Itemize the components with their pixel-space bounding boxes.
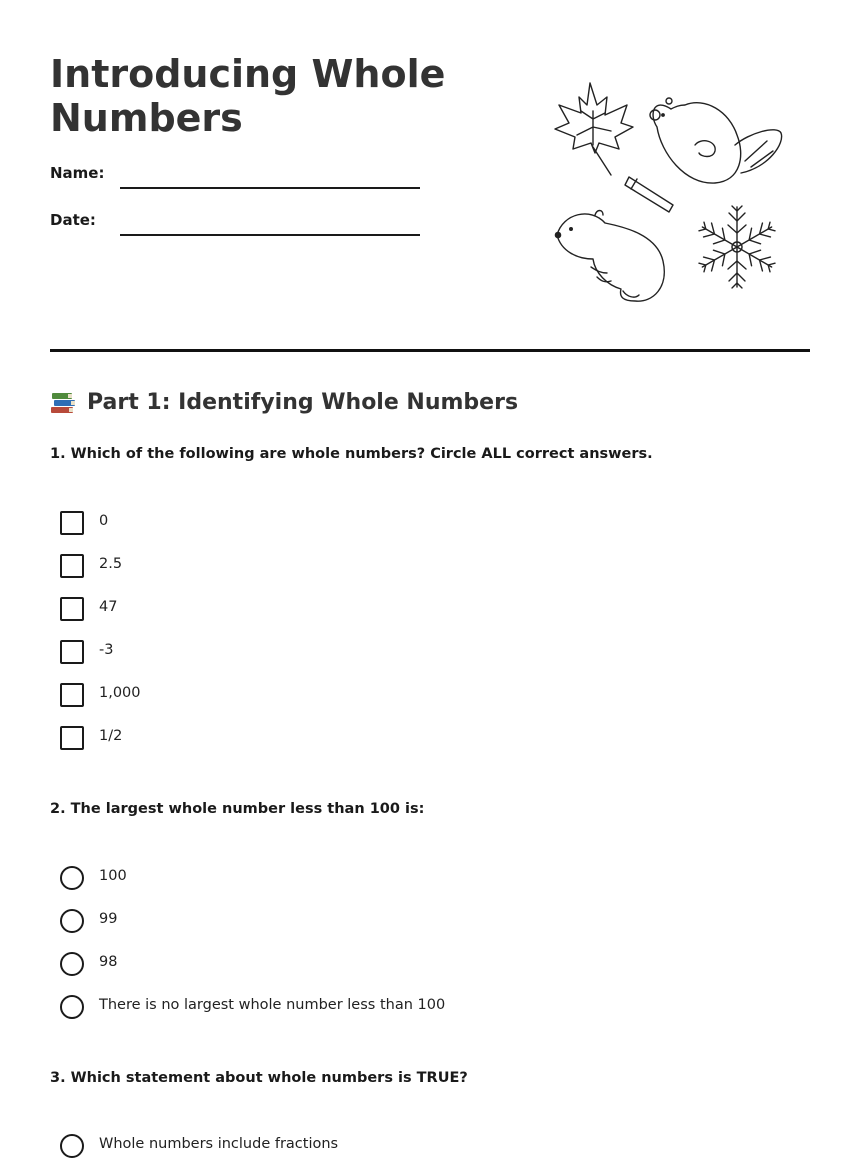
radio-button[interactable] <box>60 866 84 890</box>
beaver-icon <box>650 98 782 183</box>
name-line[interactable] <box>120 187 420 189</box>
answer-option[interactable] <box>60 639 141 682</box>
radio-button[interactable] <box>60 1134 84 1158</box>
header-divider <box>50 349 810 352</box>
snowflake-icon <box>697 206 777 288</box>
option-label: 1/2 <box>99 728 123 744</box>
name-label: Name: <box>50 164 105 182</box>
question-3-prompt: 3. Which statement about whole numbers is TRUE? <box>50 1070 468 1086</box>
answer-option[interactable] <box>60 553 141 596</box>
answer-option[interactable] <box>60 994 445 1037</box>
books-icon <box>50 390 78 416</box>
checkbox[interactable] <box>60 726 84 750</box>
option-label: There is no largest whole number less than 100 <box>99 997 446 1013</box>
answer-option[interactable] <box>60 510 141 553</box>
answer-option[interactable] <box>60 1133 338 1176</box>
checkbox[interactable] <box>60 511 84 535</box>
maple-leaf-icon <box>555 83 633 175</box>
checkbox[interactable] <box>60 554 84 578</box>
answer-option[interactable] <box>60 865 445 908</box>
option-label: 47 <box>99 599 118 615</box>
option-label: 99 <box>99 911 118 927</box>
option-label: 100 <box>99 868 127 884</box>
checkbox[interactable] <box>60 597 84 621</box>
answer-option[interactable] <box>60 951 445 994</box>
option-label: 2.5 <box>99 556 123 572</box>
option-label: 0 <box>99 513 109 529</box>
canada-illustration <box>545 75 790 310</box>
radio-button[interactable] <box>60 952 84 976</box>
answer-option[interactable] <box>60 725 141 768</box>
option-label: 1,000 <box>99 685 141 701</box>
option-label: -3 <box>99 642 114 658</box>
checkbox[interactable] <box>60 683 84 707</box>
hockey-stick-icon <box>625 177 673 212</box>
date-label: Date: <box>50 211 96 229</box>
worksheet-title: Introducing Whole Numbers <box>50 52 446 140</box>
question-1-options <box>60 510 141 768</box>
radio-button[interactable] <box>60 995 84 1019</box>
option-label: 98 <box>99 954 118 970</box>
answer-option[interactable] <box>60 596 141 639</box>
option-label: Whole numbers include fractions <box>99 1136 339 1152</box>
section-heading-text: Part 1: Identifying Whole Numbers <box>87 390 519 415</box>
section-heading <box>50 388 518 418</box>
date-line[interactable] <box>120 234 420 236</box>
answer-option[interactable] <box>60 908 445 951</box>
date-field <box>50 209 420 239</box>
groundhog-icon <box>555 211 664 302</box>
question-2-options <box>60 865 445 1037</box>
name-field <box>50 162 420 192</box>
radio-button[interactable] <box>60 909 84 933</box>
answer-option[interactable] <box>60 682 141 725</box>
question-3-options <box>60 1133 338 1176</box>
checkbox[interactable] <box>60 640 84 664</box>
question-2-prompt: 2. The largest whole number less than 100 is: <box>50 801 425 817</box>
question-1-prompt: 1. Which of the following are whole numbers? Circle ALL correct answers. <box>50 446 653 462</box>
